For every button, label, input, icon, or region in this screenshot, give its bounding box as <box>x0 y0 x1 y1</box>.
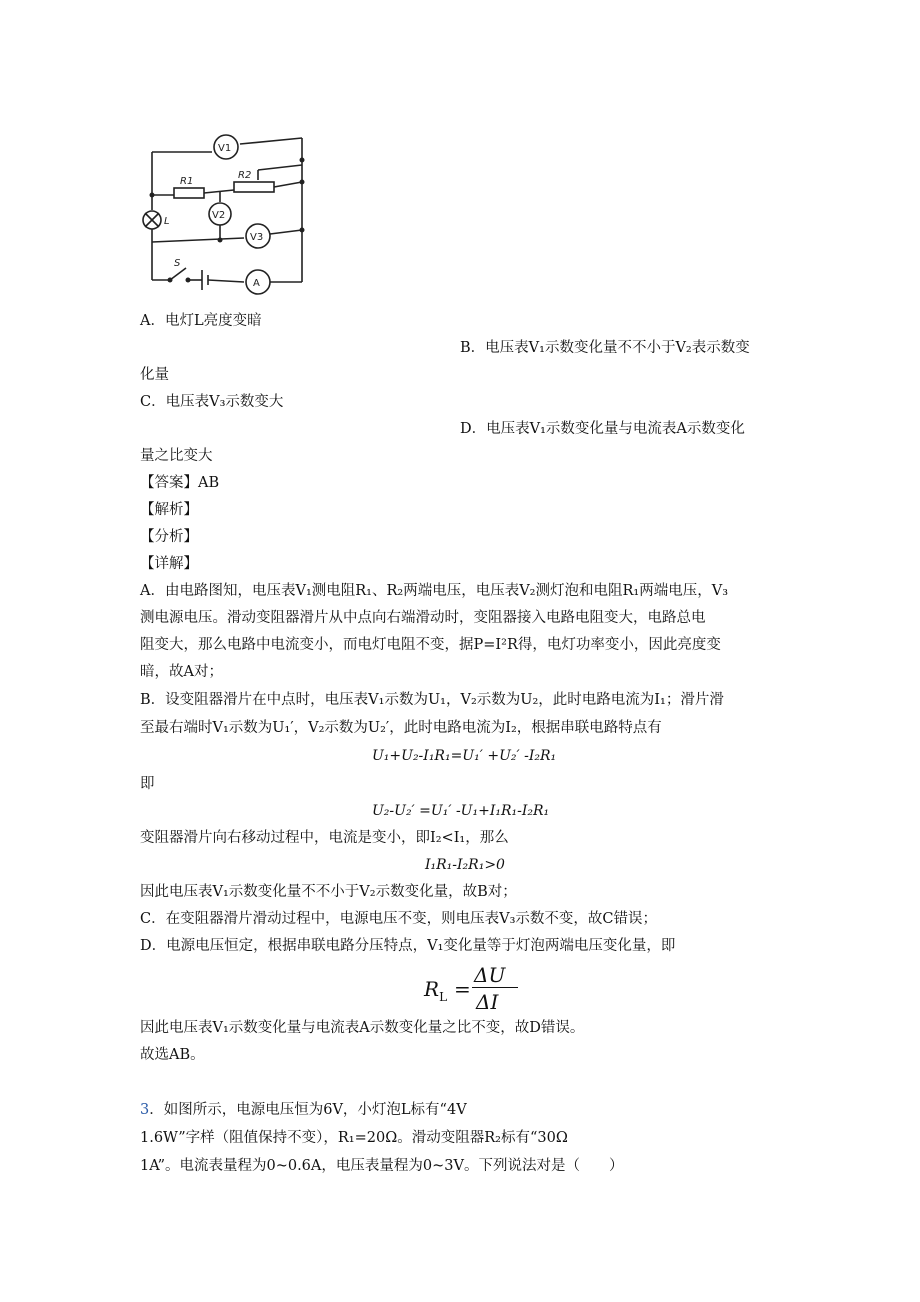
option-a: A．电灯L亮度变暗 <box>140 313 262 329</box>
fenxi-heading: 【分析】 <box>140 529 198 545</box>
s-label: S <box>174 258 181 269</box>
ji-text: 即 <box>140 776 155 792</box>
formula-numerator: ΔU <box>474 963 506 987</box>
equation-1: U₁+U₂-I₁R₁=U₁′ +U₂′ -I₂R₁ <box>372 748 557 764</box>
equation-2: U₂-U₂′ =U₁′ -U₁+I₁R₁-I₂R₁ <box>372 803 550 819</box>
question-3-line2: 1.6W”字样（阻值保持不变），R₁=20Ω。滑动变阻器R₂标有“30Ω <box>140 1130 568 1146</box>
option-d-line1: D．电压表V₁示数变化量与电流表A示数变化 <box>460 421 745 437</box>
formula-equals: = <box>454 977 471 1001</box>
circuit-diagram <box>136 130 316 300</box>
r1-label: R1 <box>180 176 194 187</box>
v2-label: V2 <box>212 210 226 221</box>
option-b-line2: 化量 <box>140 367 169 383</box>
v1-label: V1 <box>218 143 232 154</box>
explain-b-line4: 因此电压表V₁示数变化量不不小于V₂示数变化量，故B对； <box>140 884 517 900</box>
fraction-bar <box>472 987 518 988</box>
equation-3: I₁R₁-I₂R₁>0 <box>425 857 505 873</box>
l-label: L <box>164 216 170 227</box>
explain-a-line4: 暗，故A对； <box>140 664 223 680</box>
explain-a-line3: 阻变大，那么电路中电流变小，而电灯电阻不变，据P=I²R得，电灯功率变小，因此亮度变 <box>140 637 721 653</box>
explain-b-line3: 变阻器滑片向右移动过程中，电流是变小，即I₂<I₁，那么 <box>140 830 509 846</box>
xiangjie-heading: 【详解】 <box>140 556 198 572</box>
r2-label: R2 <box>238 170 252 181</box>
a-label: A <box>253 278 260 289</box>
explain-d-line1: D．电源电压恒定，根据串联电路分压特点，V₁变化量等于灯泡两端电压变化量，即 <box>140 938 676 954</box>
formula-lhs: R <box>424 977 440 1001</box>
explain-a-line1: A．由电路图知，电压表V₁测电阻R₁、R₂两端电压，电压表V₂测灯泡和电阻R₁两端电压，V₃ <box>140 583 729 599</box>
option-d-line2: 量之比变大 <box>140 448 213 464</box>
explain-b-line2: 至最右端时V₁示数为U₁′，V₂示数为U₂′，此时电路电流为I₂，根据串联电路特点有 <box>140 720 662 736</box>
explain-b-line1: B．设变阻器滑片在中点时，电压表V₁示数为U₁，V₂示数为U₂，此时电路电流为I₁；滑片滑 <box>140 692 724 708</box>
option-c: C．电压表V₃示数变大 <box>140 394 284 410</box>
question-number: 3 <box>140 1102 150 1118</box>
question-3-text1: ．如图所示，电源电压恒为6V，小灯泡L标有“4V <box>149 1102 467 1118</box>
final-answer: 故选AB。 <box>140 1047 205 1063</box>
explain-d-line2: 因此电压表V₁示数变化量与电流表A示数变化量之比不变，故D错误。 <box>140 1020 585 1036</box>
question-3-line1 <box>140 1099 467 1121</box>
option-b-line1: B．电压表V₁示数变化量不不小于V₂表示数变 <box>460 340 750 356</box>
explain-c: C．在变阻器滑片滑动过程中，电源电压不变，则电压表V₃示数不变，故C错误； <box>140 911 657 927</box>
question-3-line3: 1A”。电流表量程为0~0.6A，电压表量程为0~3V。下列说法对是（ ） <box>140 1158 624 1174</box>
v3-label: V3 <box>250 232 264 243</box>
formula-denominator: ΔI <box>476 990 499 1014</box>
answer-heading: 【答案】AB <box>140 475 220 491</box>
formula-lhs-sub: L <box>439 990 448 1004</box>
jiexi-heading: 【解析】 <box>140 502 198 518</box>
explain-a-line2: 测电源电压。滑动变阻器滑片从中点向右端滑动时，变阻器接入电路电阻变大，电路总电 <box>140 610 706 626</box>
